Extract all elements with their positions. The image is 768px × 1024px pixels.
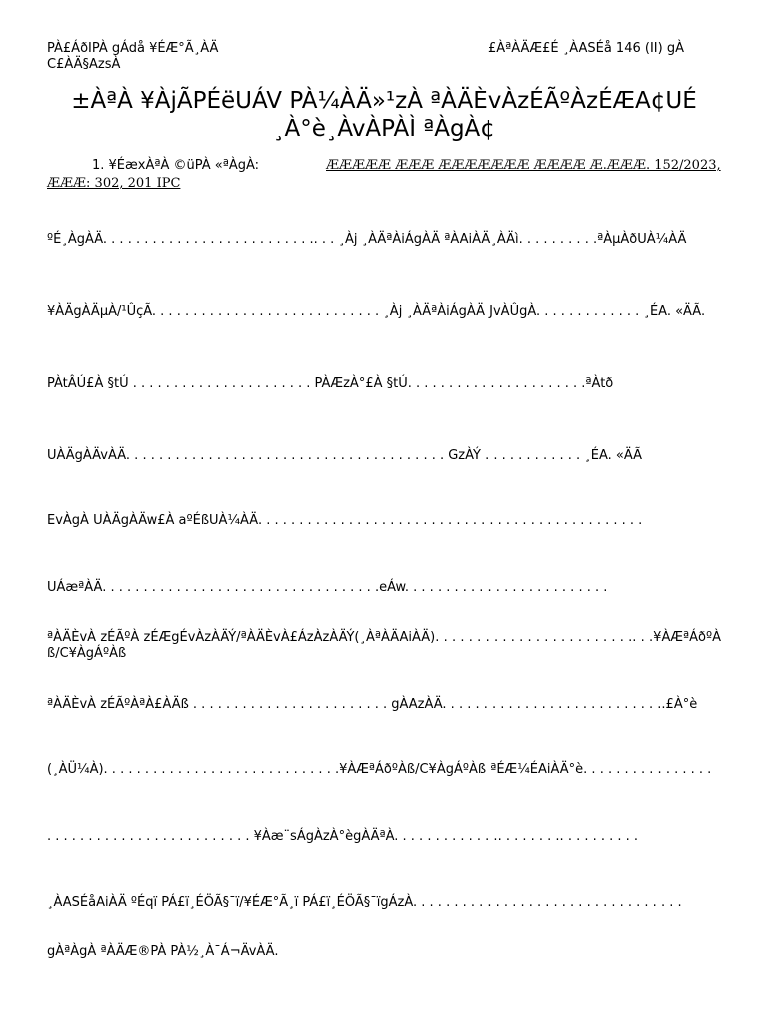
fir-label: 1. ¥ÉæxÀªÀ ©üPÀ «ªÀgÀ: — [92, 158, 260, 173]
header-form-number: £ÀªÀÄÆ£É ¸ÀASÉå 146 (II) gÀ — [488, 41, 684, 56]
field-sent-by: gÀªÀgÀ ªÀÄÆ®PÀ PÀ½¸À¯Á¬ÄvÀÄ. — [47, 944, 279, 959]
field-place: (¸ÀÜ¼À). . . . . . . . . . . . . . . . . . . . . . . . . . . . .¥ÀÆªÁðºÀß/C¥ÀgÁºÀß ªÉÆ¼ÉAiÀÄ°è. . . . . . . . . . . . . . . . — [47, 762, 712, 777]
field-constable: ¸ÀASÉåAiÀÄ ºÉqï PÁ£ï¸ÉÖÃ§¯ï/¥ÉÆ°Ã¸ï PÁ£ï¸ÉÖÃ§¯ïgÁzÀ. . . . . . . . . . . . . . . . . . . . . . . . . . . . . . . . . — [47, 895, 682, 910]
field-body-date: ªÀÄÈvÀ zÉÃºÀªÀ£ÀÄß . . . . . . . . . . . . . . . . . . . . . . . . gÀAzÀÄ. . . . . . . . . . . . . . . . . . . . . . . . . . ..£À°è — [47, 697, 698, 712]
field-in-charge: . . . . . . . . . . . . . . . . . . . . . . . . . ¥Àæ¨sÁgÀzÀ°ègÀÄªÀ. . . . . . . . . . . . .. . . . . . . .. . . . . . . . . . — [47, 829, 639, 844]
field-name-age: ºÉ¸ÀgÀÄ. . . . . . . . . . . . . . . . . . . . . . . . . .. . . ¸Àj ¸ÀÄªÀiÁgÀÄ ªÀAiÀÄ¸ÀÄì. . . . . . . . . .ªÀµÀðUÀ¼ÀÄ — [47, 232, 687, 247]
fir-value: ÆÆÆÆÆ ÆÆÆ ÆÆÆÆÆÆÆ ÆÆÆÆ Æ.ÆÆÆ. 152/2023, ÆÆÆ: 302, 201 IPC — [47, 158, 721, 191]
field-sex-height: ¥ÀÄgÀÄµÀ/¹ÛçÃ. . . . . . . . . . . . . . . . . . . . . . . . . . . . ¸Àj ¸ÀÄªÀiÁgÀÄ JvÀÛgÀ. . . . . . . . . . . . . ¸ÉA. «ÄÃ. — [47, 304, 706, 319]
fir-line — [47, 157, 721, 193]
field-time-found: ªÀÄÈvÀ zÉÃºÀ zÉÆgÉvÀzÀÄÝ/ªÀÄÈvÀ£ÁzÀzÀÄÝ(¸ÀªÀÄAiÀÄ). . . . . . . . . . . . . . . . . . . . . . . .. . .¥ÀÆªÁðºÀß/C¥ÀgÁºÀß — [47, 630, 721, 661]
field-village-caste: UÁæªÀÄ. . . . . . . . . . . . . . . . . . . . . . . . . . . . . . . . . .eÁw. . . . . . . . . . . . . . . . . . . . . . . . . — [47, 580, 608, 595]
field-marks: UÀÄgÀÄvÀÄ. . . . . . . . . . . . . . . . . . . . . . . . . . . . . . . . . . . . . . . GzÀÝ . . . . . . . . . . . . ¸ÉA. «ÄÃ — [47, 448, 643, 463]
field-other-identification: EvÀgÀ UÀÄgÀÄw£À aºÉßUÀ¼ÀÄ. . . . . . . . . . . . . . . . . . . . . . . . . . . . . . . . . . . . . . . . . . . . . . . — [47, 513, 643, 528]
header-department: PÀ£ÁðIPÀ gÁdå ¥ÉÆ°Ã¸ÀÄ C£ÀÄ§AzsÀ — [47, 41, 219, 72]
field-eye-hair-color: PÀtÂÚ£À §tÚ . . . . . . . . . . . . . . . . . . . . . . PÀÆzÀ°£À §tÚ. . . . . . . . . . . . . . . . . . . . . .ªÀtð — [47, 376, 614, 391]
document-title: ±ÀªÀ ¥ÀjÃPÉëUÁV PÀ¼ÀÄ»¹zÀ ªÀÄÈvÀzÉÃºÀzÉÆA¢UÉ ¸À°è¸ÀvÀPÀÌ ªÀgÀ¢ — [71, 88, 697, 142]
